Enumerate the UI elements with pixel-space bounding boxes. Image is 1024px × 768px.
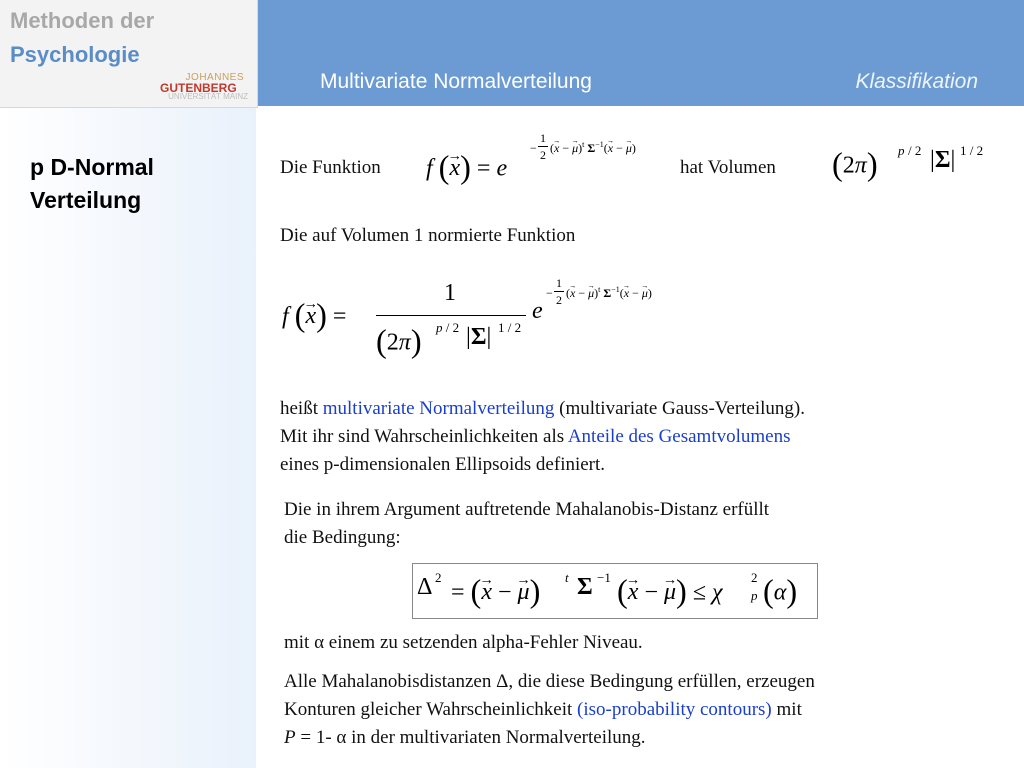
university-logo bbox=[160, 72, 252, 104]
university-logo-sub: UNIVERSITÄT MAINZ bbox=[168, 92, 248, 101]
section-title: Klassifikation bbox=[855, 70, 978, 93]
formula-mahalanobis-condition: Δ 2 = (→ x − → μ) t Σ −1 (→ x − → μ) ≤ χ 2 p (α) bbox=[412, 563, 818, 619]
slide-title: Multivariate Normalverteilung bbox=[320, 70, 592, 93]
para4-text-f: = 1- α in der multivariaten Normalverteilung. bbox=[295, 727, 646, 748]
para4-text-p: P bbox=[284, 727, 296, 748]
para2-text-b: die Bedingung: bbox=[284, 527, 401, 548]
highlight-multivariate-normalverteilung: multivariate Normalverteilung bbox=[322, 398, 555, 419]
para1-text-c: (multivariate Gauss-Verteilung). bbox=[554, 398, 805, 419]
sidebar-title: p D-Normal Verteilung bbox=[30, 154, 154, 213]
paragraph-definition bbox=[280, 395, 805, 479]
para1-text-f: eines p-dimensionalen Ellipsoids definiert. bbox=[280, 454, 606, 475]
university-logo-name: GUTENBERG bbox=[160, 81, 237, 95]
text-die-funktion: Die Funktion bbox=[280, 157, 381, 178]
paragraph-mahalanobis bbox=[284, 496, 769, 552]
formula-normalized-density: f (→ x) = 1 (2π) p / 2 |Σ| 1 / 2 e − 1 2 (→ x − → μ)$^t$ $\Sigma^{-1}(\to x$ − → μ) bbox=[282, 272, 702, 368]
para1-text-d: Mit ihr sind Wahrscheinlichkeiten als bbox=[280, 426, 568, 447]
para1-text-a: heißt bbox=[280, 398, 323, 419]
formula-unnormalized-density: f (→ x) = e − 1 2 (→ x − → μ)$^t$ $\Sigma^{-1}(\to x$ − → μ) bbox=[426, 147, 676, 187]
formula-volume: (2π) p / 2 |Σ| 1 / 2 bbox=[832, 143, 984, 183]
university-logo-top: JOHANNES bbox=[185, 72, 244, 83]
sidebar bbox=[0, 108, 256, 768]
para4-text-b: Konturen gleicher Wahrscheinlichkeit bbox=[284, 699, 578, 720]
paragraph-iso-probability bbox=[284, 668, 815, 752]
text-hat-volumen: hat Volumen bbox=[680, 157, 776, 178]
logo-text-psychologie: Psychologie bbox=[10, 42, 140, 67]
para4-text-d: mit bbox=[771, 699, 802, 720]
para4-text-a: Alle Mahalanobisdistanzen Δ, die diese Bedingung erfüllen, erzeugen bbox=[284, 671, 815, 692]
para2-text-a: Die in ihrem Argument auftretende Mahalanobis-Distanz erfüllt bbox=[284, 499, 770, 520]
logo-text-methoden: Methoden der bbox=[10, 8, 155, 33]
header-bar bbox=[258, 0, 1024, 106]
text-normierte-funktion: Die auf Volumen 1 normierte Funktion bbox=[280, 225, 576, 246]
logo-panel bbox=[0, 0, 258, 108]
highlight-iso-probability: (iso-probability contours) bbox=[577, 699, 772, 720]
highlight-anteile-gesamtvolumens: Anteile des Gesamtvolumens bbox=[567, 426, 791, 447]
paragraph-alpha: mit α einem zu setzenden alpha-Fehler Niveau. bbox=[284, 632, 643, 653]
